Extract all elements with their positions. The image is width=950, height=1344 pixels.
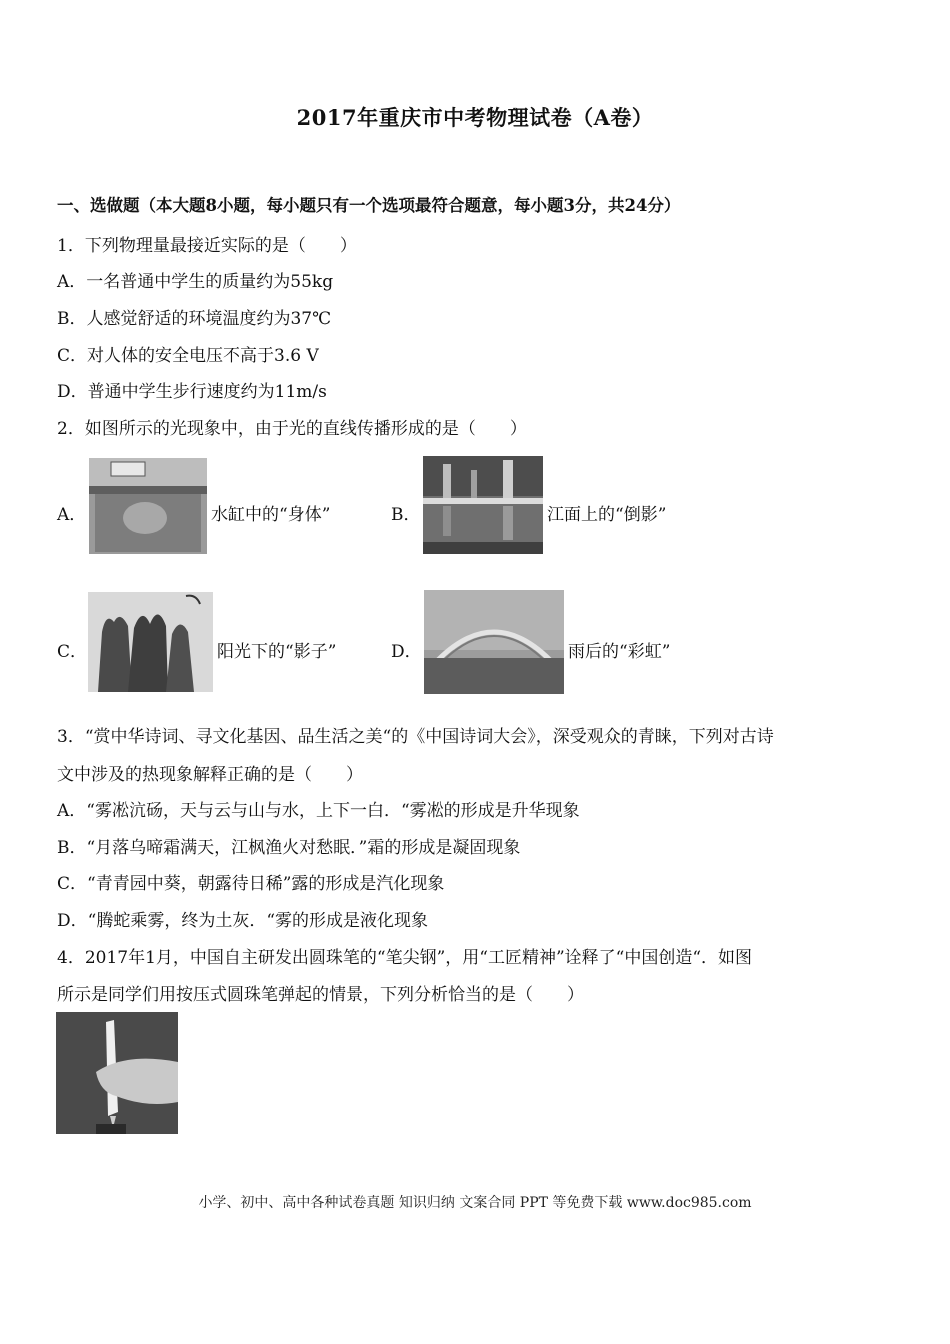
q2-option-d-text: 雨后的“彩虹” [568, 642, 671, 662]
q1-option-b: B．人感觉舒适的环境温度约为37℃ [57, 309, 332, 329]
q3-option-b: B．“月落乌啼霜满天，江枫渔火对愁眠．”霜的形成是凝固现象 [57, 838, 521, 858]
q2-option-a-text: 水缸中的“身体” [211, 505, 331, 525]
q3-option-a: A．“雾凇沆砀，天与云与山与水，上下一白．“雾凇的形成是升华现象 [57, 801, 580, 821]
river-reflection-photo [423, 456, 543, 554]
section-heading: 一、选做题（本大题8小题，每小题只有一个选项最符合题意，每小题3分，共24分） [57, 196, 681, 215]
q3-option-d: D．“腾蛇乘雾，终为土灰．“雾的形成是液化现象 [57, 911, 429, 931]
q2-option-d-letter: D． [391, 642, 422, 662]
q1-option-d: D．普通中学生步行速度约为11m/s [57, 382, 327, 402]
water-tank-photo [89, 458, 207, 554]
q4-stem-line-1: 4．2017年1月，中国自主研发出圆珠笔的“笔尖钢”，用“工匠精神”诠释了“中国创造“．如图 [57, 948, 753, 968]
q2-stem: 2．如图所示的光现象中，由于光的直线传播形成的是（ ） [57, 419, 527, 439]
q3-stem-line-1: 3．“赏中华诗词、寻文化基因、品生活之美“的《中国诗词大会》，深受观众的青睐，下列对古诗 [57, 727, 774, 747]
q1-option-a: A．一名普通中学生的质量约为55kg [57, 272, 334, 292]
footer-text: 小学、初中、高中各种试卷真题 知识归纳 文案合同 PPT 等免费下载 www.doc985.com [198, 1195, 752, 1211]
q2-option-b-text: 江面上的“倒影” [547, 505, 667, 525]
q1-option-c: C．对人体的安全电压不高于3.6 V [57, 346, 319, 366]
q2-option-c-text: 阳光下的“影子” [217, 642, 337, 662]
rainbow-photo [424, 590, 564, 694]
q1-stem: 1．下列物理量最接近实际的是（ ） [57, 236, 357, 256]
q3-option-c: C．“青青园中葵，朝露待日稀”露的形成是汽化现象 [57, 874, 445, 894]
shadow-photo [88, 592, 213, 692]
q3-stem-line-2: 文中涉及的热现象解释正确的是（ ） [57, 765, 363, 785]
pen-hand-photo [56, 1012, 178, 1134]
q2-option-b-letter: B． [391, 505, 421, 525]
q4-stem-line-2: 所示是同学们用按压式圆珠笔弹起的情景，下列分析恰当的是（ ） [57, 985, 584, 1005]
page-title: 2017年重庆市中考物理试卷（A卷） [296, 105, 654, 130]
q2-option-a-letter: A． [57, 505, 87, 525]
q2-option-c-letter: C． [57, 642, 88, 662]
